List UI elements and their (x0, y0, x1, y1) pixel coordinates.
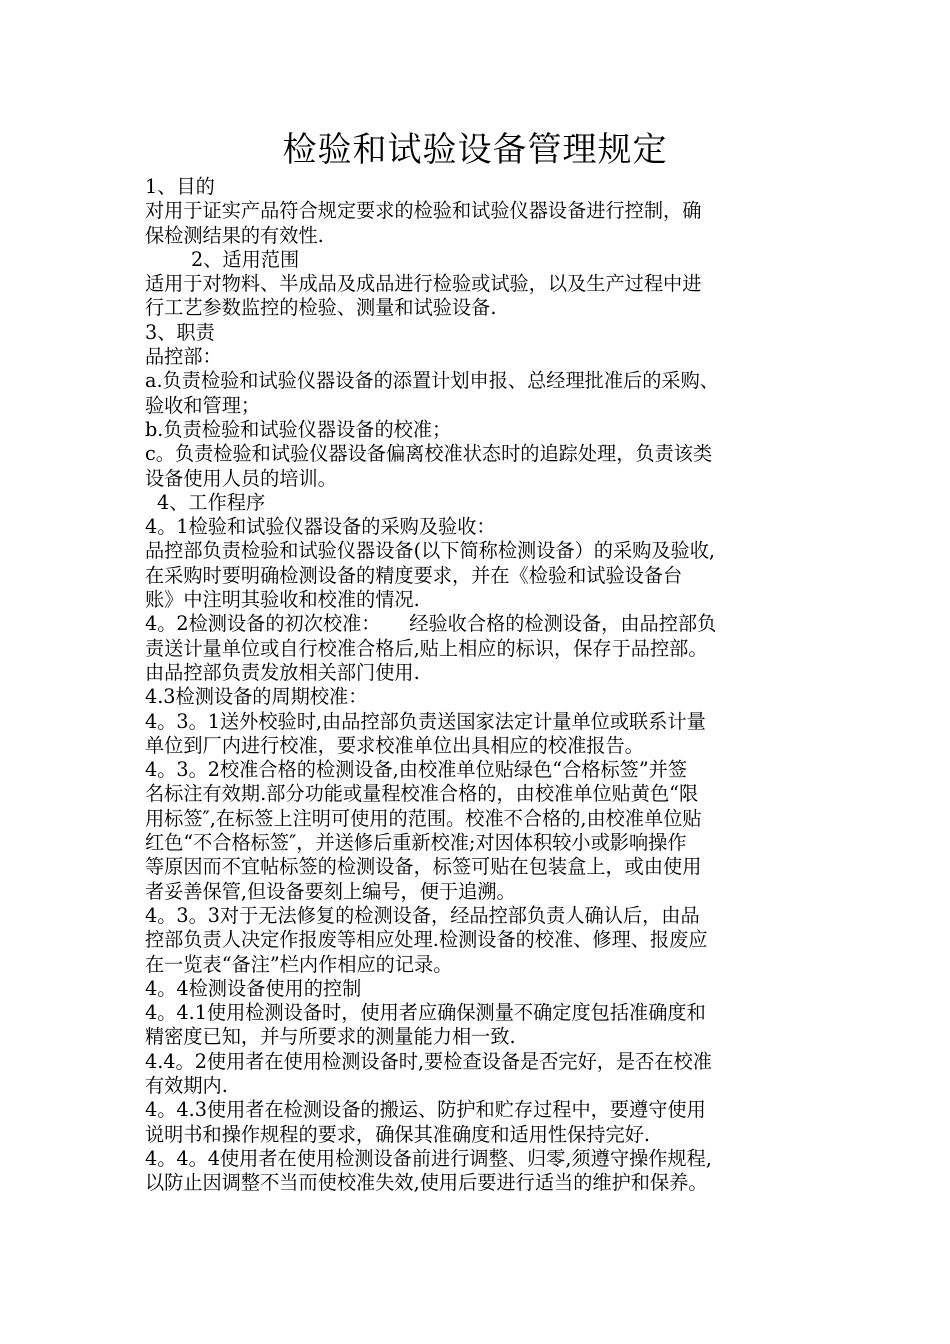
paragraph-line: c。负责检验和试验仪器设备偏离校准状态时的追踪处理，负责该类 (145, 442, 713, 466)
document-body (145, 175, 825, 1195)
paragraph-line: 名标注有效期.部分功能或量程校准合格的，由校准单位贴黄色“限 (145, 782, 699, 806)
paragraph-line: 验收和管理； (145, 393, 261, 417)
paragraph-line: b.负责检验和试验仪器设备的校准； (145, 417, 452, 441)
paragraph-line: 者妥善保管,但设备要刻上编号，便于追溯。 (145, 879, 516, 903)
paragraph-line: 用标签″,在标签上注明可使用的范围。校准不合格的,由校准单位贴 (145, 806, 702, 830)
paragraph-line: 单位到厂内进行校准，要求校准单位出具相应的校准报告。 (145, 733, 644, 757)
paragraph-line: 品控部负责检验和试验仪器设备(以下简称检测设备）的采购及验收, (145, 539, 716, 563)
paragraph-line: 有效期内. (145, 1073, 228, 1097)
paragraph-line: 4。3。1送外校验时,由品控部负责送国家法定计量单位或联系计量 (145, 709, 706, 733)
paragraph-line: 对用于证实产品符合规定要求的检验和试验仪器设备进行控制，确 (145, 199, 702, 223)
heading-procedure: 4、工作程序 (157, 490, 266, 514)
paragraph-line: 在采购时要明确检测设备的精度要求，并在《检验和试验设备台 (145, 563, 683, 587)
paragraph-line: 4。4。4使用者在使用检测设备前进行调整、归零,须遵守操作规程, (145, 1146, 712, 1170)
paragraph-line: 行工艺参数监控的检验、测量和试验设备. (145, 296, 497, 320)
paragraph-line: a.负责检验和试验仪器设备的添置计划申报、总经理批准后的采购、 (145, 369, 719, 393)
paragraph-line: 在一览表“备注”栏内作相应的记录。 (145, 952, 453, 976)
paragraph-line: 4。3。2校准合格的检测设备,由校准单位贴绿色“合格标签”并签 (145, 758, 688, 782)
paragraph-line: 品控部： (145, 345, 222, 369)
heading-purpose: 1、目的 (145, 175, 215, 198)
document-title: 检验和试验设备管理规定 (282, 130, 668, 170)
paragraph-line: 精密度已知，并与所要求的测量能力相一致. (145, 1025, 516, 1049)
paragraph-line: 红色“不合格标签″，并送修后重新校准;对因体积较小或影响操作 (145, 831, 687, 855)
paragraph-line: 4。1检验和试验仪器设备的采购及验收： (145, 515, 496, 539)
paragraph-line: 4.4。2使用者在使用检测设备时,要检查设备是否完好，是否在校准 (145, 1049, 712, 1073)
paragraph-line: 4。3。3对于无法修复的检测设备，经品控部负责人确认后，由品 (145, 903, 700, 927)
paragraph-line: 保检测结果的有效性. (145, 223, 324, 247)
paragraph-line: 4。4.3使用者在检测设备的搬运、防护和贮存过程中，要遵守使用 (145, 1098, 706, 1122)
paragraph-line: 等原因而不宜帖标签的检测设备，标签可贴在包装盒上，或由使用 (145, 855, 702, 879)
paragraph-line: 设备使用人员的培训。 (145, 466, 337, 490)
paragraph-line: 由品控部负责发放相关部门使用. (145, 660, 420, 684)
paragraph-line: 4。4.1使用检测设备时，使用者应确保测量不确定度包括准确度和 (145, 1001, 706, 1025)
paragraph-line: 说明书和操作规程的要求，确保其准确度和适用性保持完好. (145, 1122, 650, 1146)
paragraph-line: 以防止因调整不当而使校准失效,使用后要进行适当的维护和保养。 (145, 1171, 708, 1195)
paragraph-line: 适用于对物料、半成品及成品进行检验或试验，以及生产过程中进 (145, 272, 702, 296)
paragraph-line: 控部负责人决定作报废等相应处理.检测设备的校准、修理、报废应 (145, 928, 708, 952)
paragraph-line: 责送计量单位或自行校准合格后,贴上相应的标识，保存于品控部。 (145, 636, 708, 660)
heading-responsibilities: 3、职责 (145, 320, 215, 344)
paragraph-line: 4.3检测设备的周期校准： (145, 685, 368, 709)
paragraph-line: 4。2检测设备的初次校准： 经验收合格的检测设备，由品控部负 (145, 612, 717, 636)
paragraph-line: 4。4检测设备使用的控制 (145, 976, 362, 1000)
heading-scope: 2、适用范围 (191, 247, 300, 271)
paragraph-line: 账》中注明其验收和校准的情况. (145, 588, 420, 612)
